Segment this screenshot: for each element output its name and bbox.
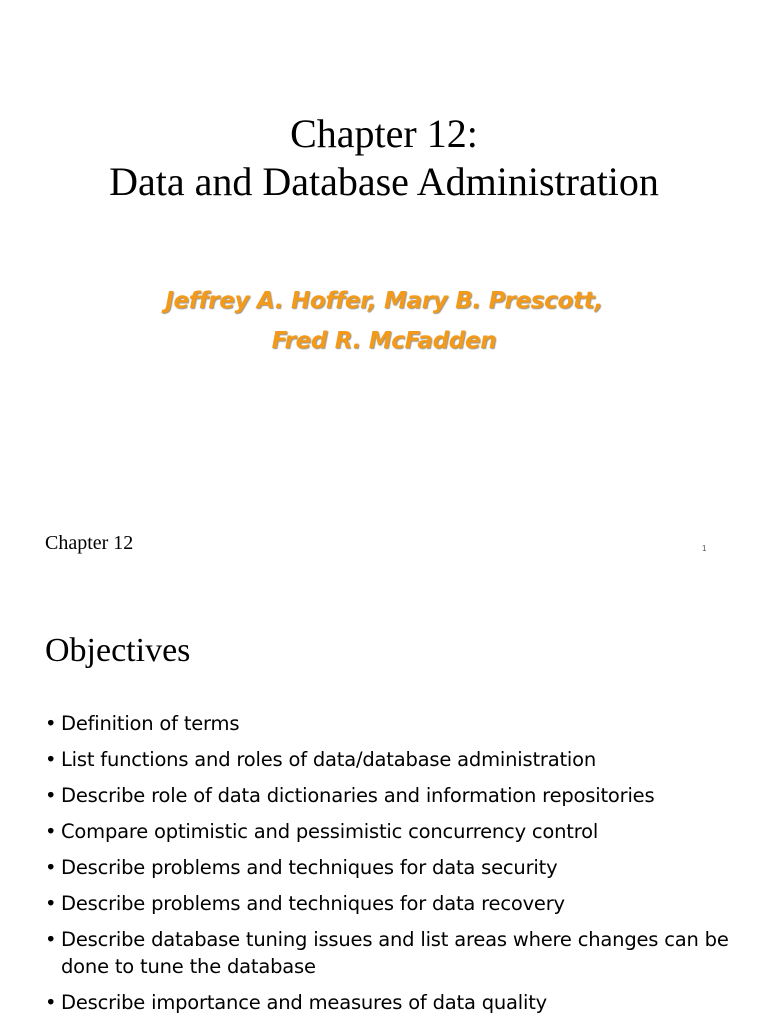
authors-line-2: Fred R. McFadden (271, 328, 497, 354)
list-item (45, 818, 745, 845)
list-item (45, 989, 745, 1016)
list-item (45, 782, 745, 809)
bullet-icon: • (45, 712, 57, 735)
bullet-icon: • (45, 928, 57, 951)
list-item-text: Compare optimistic and pessimistic concurrency control (61, 820, 599, 843)
bullet-icon: • (45, 784, 57, 807)
list-item-text: Describe database tuning issues and list areas where changes can be done to tune the database (61, 928, 729, 978)
list-item-text: Definition of terms (61, 712, 240, 735)
title-line-subject: Data and Database Administration (109, 159, 659, 204)
list-item (45, 926, 745, 980)
authors-block (0, 281, 768, 361)
list-item (45, 890, 745, 917)
bullet-icon: • (45, 748, 57, 771)
list-item-text: Describe problems and techniques for data security (61, 856, 558, 879)
list-item (45, 854, 745, 881)
title-line-chapter: Chapter 12: (290, 111, 478, 156)
objectives-heading: Objectives (45, 632, 191, 669)
list-item (45, 746, 745, 773)
list-item-text: Describe importance and measures of data quality (61, 991, 548, 1014)
footer-chapter-label: Chapter 12 (45, 532, 134, 554)
slide-objectives (0, 590, 768, 1024)
page-number: 1 (702, 544, 707, 553)
slide-title-heading (0, 110, 768, 206)
authors-line-1: Jeffrey A. Hoffer, Mary B. Prescott, (165, 288, 603, 314)
list-item (45, 710, 745, 737)
bullet-icon: • (45, 820, 57, 843)
objectives-list (45, 710, 745, 1025)
bullet-icon: • (45, 991, 57, 1014)
list-item-text: Describe problems and techniques for data recovery (61, 892, 565, 915)
list-item-text: Describe role of data dictionaries and information repositories (61, 784, 655, 807)
bullet-icon: • (45, 892, 57, 915)
bullet-icon: • (45, 856, 57, 879)
list-item-text: List functions and roles of data/database administration (61, 748, 597, 771)
